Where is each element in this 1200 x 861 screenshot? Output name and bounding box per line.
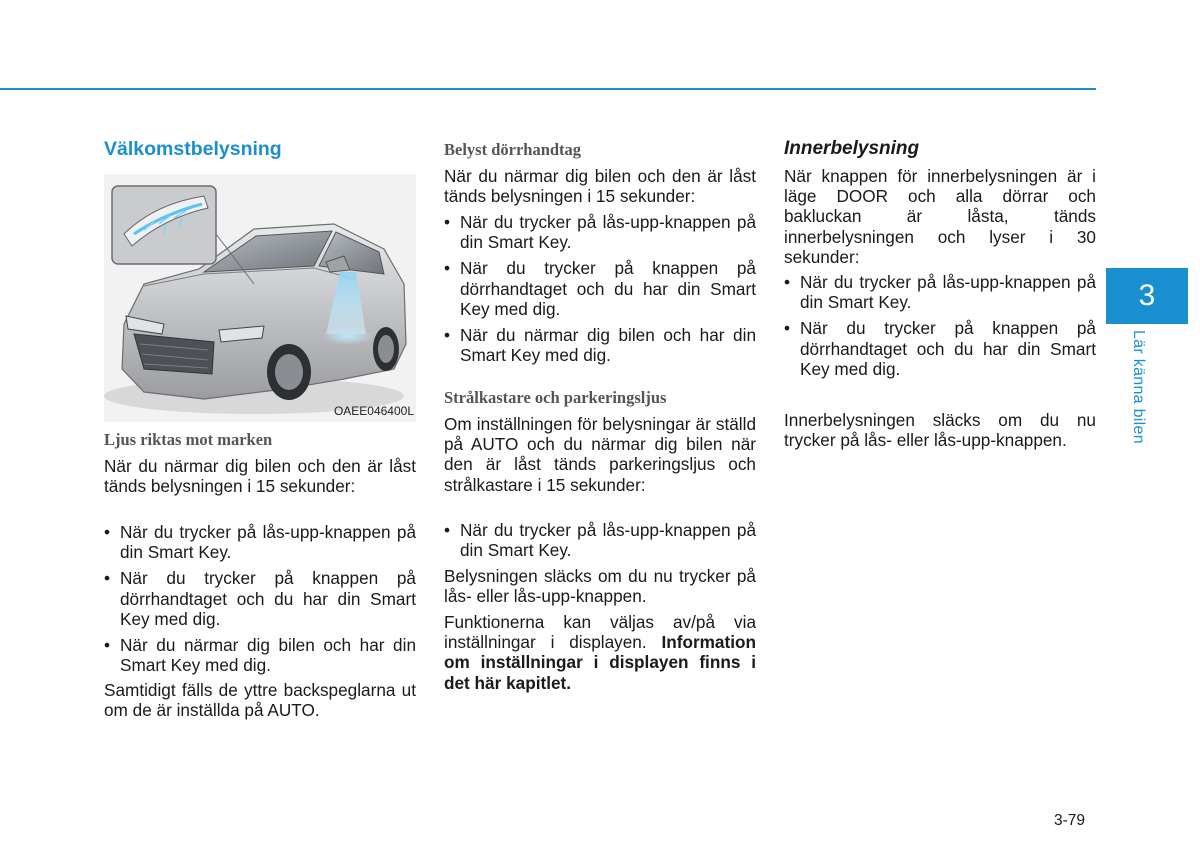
list-item: • När du trycker på lås-upp-knappen på din Smart Key. <box>444 212 756 253</box>
bullet-list <box>784 272 1096 379</box>
paragraph <box>444 612 756 693</box>
list-item: • När du trycker på lås-upp-knappen på din Smart Key. <box>444 520 756 561</box>
paragraph-bold-text: Information om inställningar i displayen finns i det här kapitlet. <box>444 632 756 693</box>
subheading: Strålkastare och parkeringsljus <box>444 388 667 407</box>
list-item: • När du trycker på lås-upp-knappen på din Smart Key. <box>104 522 416 563</box>
list-item: • När du närmar dig bilen och har din Smart Key med dig. <box>444 325 756 366</box>
top-rule <box>0 88 1096 90</box>
paragraph-text: Funktionerna kan väljas av/på via inställningar i displayen. <box>444 612 756 653</box>
intro-paragraph: När du närmar dig bilen och den är låst tänds belysningen i 15 sekunder: <box>104 456 416 497</box>
list-item: • När du trycker på knappen på dörrhandtaget och du har din Smart Key med dig. <box>784 318 1096 379</box>
chapter-tab: 3 <box>1106 268 1188 324</box>
bullet-list <box>444 520 756 560</box>
figure-code: OAEE046400L <box>333 404 414 418</box>
bullet-list <box>104 522 416 675</box>
intro-paragraph: Om inställningen för belysningar är ställd på AUTO och du närmar dig bilen när den är låst tänds parkeringsljus och strålkastare i 15 sekunder: <box>444 414 756 495</box>
list-item: • När du trycker på knappen på dörrhandtaget och du har din Smart Key med dig. <box>444 258 756 319</box>
section-heading: Välkomstbelysning <box>104 138 282 160</box>
note-paragraph: Innerbelysningen släcks om du nu trycker på lås- eller lås-upp-knappen. <box>784 410 1096 451</box>
page-number: 3-79 <box>1054 812 1086 829</box>
car-drawing <box>104 174 416 422</box>
note-paragraph: Samtidigt fälls de yttre backspeglarna ut om de är inställda på AUTO. <box>104 680 416 721</box>
bullet-list <box>444 212 756 365</box>
subheading: Belyst dörrhandtag <box>444 140 582 159</box>
chapter-title: Lär känna bilen <box>1130 330 1147 444</box>
list-item: • När du närmar dig bilen och har din Smart Key med dig. <box>104 635 416 676</box>
car-illustration <box>104 174 416 422</box>
intro-paragraph: När du närmar dig bilen och den är låst tänds belysningen i 15 sekunder: <box>444 166 756 207</box>
section-heading: Innerbelysning <box>784 138 920 159</box>
list-item: • När du trycker på knappen på dörrhandtaget och du har din Smart Key med dig. <box>104 568 416 629</box>
intro-paragraph: När knappen för innerbelysningen är i läge DOOR och alla dörrar och bakluckan är låsta, tänds innerbelysningen och lyser i 30 sekunder: <box>784 166 1096 267</box>
paragraph: Belysningen släcks om du nu trycker på lås- eller lås-upp-knappen. <box>444 566 756 607</box>
list-item: • När du trycker på lås-upp-knappen på din Smart Key. <box>784 272 1096 313</box>
subheading: Ljus riktas mot marken <box>104 430 273 449</box>
